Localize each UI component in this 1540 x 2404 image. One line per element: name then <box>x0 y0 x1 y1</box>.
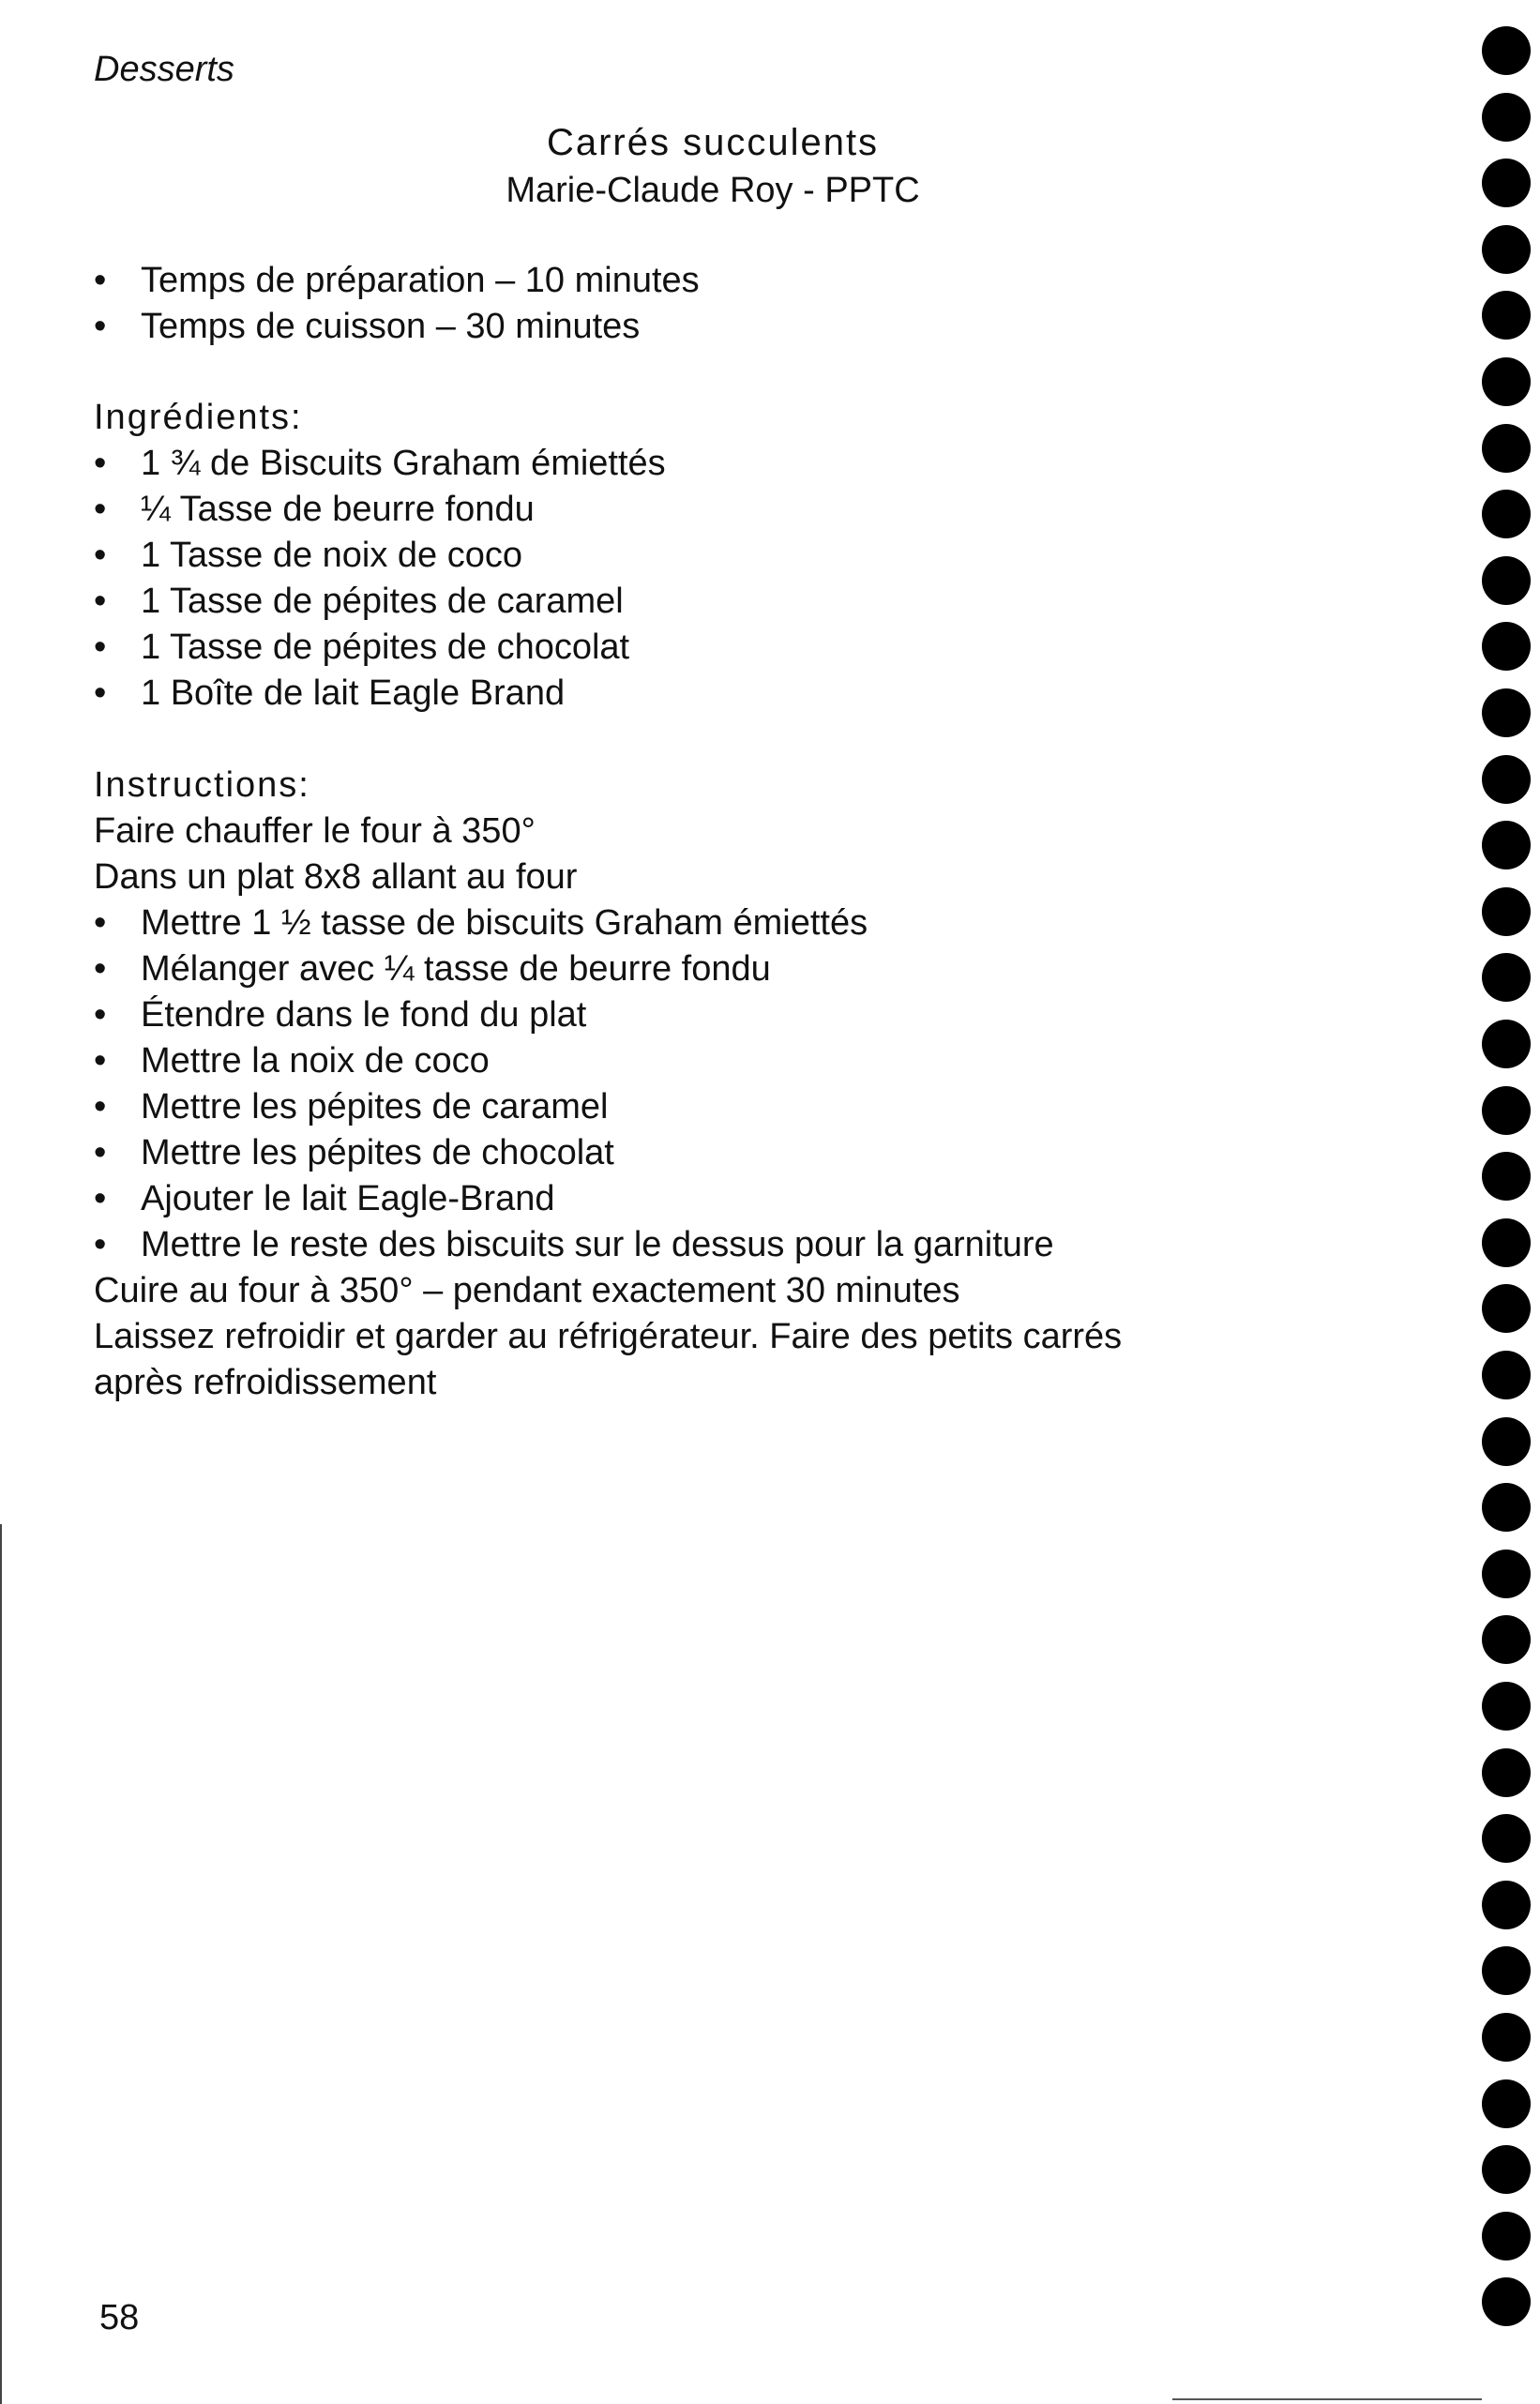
ingredient-item: • ¼ Tasse de beurre fondu <box>94 487 1276 533</box>
binding-hole <box>1482 225 1531 274</box>
binding-hole <box>1482 93 1531 142</box>
instruction-step: • Mélanger avec ¼ tasse de beurre fondu <box>94 946 1276 992</box>
ingredients-heading: Ingrédients: <box>94 398 303 437</box>
binding-hole <box>1482 688 1531 737</box>
binding-hole <box>1482 1417 1531 1466</box>
binding-hole <box>1482 1615 1531 1664</box>
binding-hole <box>1482 821 1531 869</box>
instruction-step: • Mettre les pépites de chocolat <box>94 1130 1276 1176</box>
instruction-line: après refroidissement <box>94 1363 437 1402</box>
binding-hole <box>1482 2079 1531 2128</box>
ingredients-section <box>94 394 1276 717</box>
binding-hole <box>1482 2145 1531 2194</box>
binding-hole <box>1482 755 1531 804</box>
binding-hole <box>1482 26 1531 75</box>
time-list <box>94 258 1276 350</box>
binding-hole <box>1482 1351 1531 1399</box>
recipe-title: Carrés succulents <box>546 122 880 163</box>
page-edge-left <box>0 1524 2 2404</box>
binding-hole <box>1482 1748 1531 1797</box>
page-number: 58 <box>99 2298 140 2337</box>
page-edge-bottom <box>1172 2398 1482 2400</box>
instruction-step: • Mettre les pépites de caramel <box>94 1084 1276 1130</box>
list-item: • Temps de préparation – 10 minutes <box>94 258 1276 304</box>
instruction-step: • Mettre 1 ½ tasse de biscuits Graham émiettés <box>94 900 1276 946</box>
recipe-author: Marie-Claude Roy - PPTC <box>506 171 920 210</box>
instruction-step: • Mettre la noix de coco <box>94 1038 1276 1084</box>
binding-hole <box>1482 424 1531 473</box>
ingredient-item: • 1 ¾ de Biscuits Graham émiettés <box>94 441 1276 487</box>
binding-hole <box>1482 1152 1531 1201</box>
binding-hole <box>1482 1218 1531 1267</box>
instruction-line: Laissez refroidir et garder au réfrigérateur. Faire des petits carrés <box>94 1317 1123 1356</box>
section-label: Desserts <box>94 50 234 89</box>
binding-hole <box>1482 2212 1531 2260</box>
binding-hole <box>1482 159 1531 207</box>
binding-hole <box>1482 1946 1531 1995</box>
instruction-step: • Mettre le reste des biscuits sur le dessus pour la garniture <box>94 1222 1276 1268</box>
list-item: • Temps de cuisson – 30 minutes <box>94 304 1276 350</box>
instruction-line: Faire chauffer le four à 350° <box>94 811 536 851</box>
binding-hole <box>1482 1284 1531 1333</box>
instruction-step: • Étendre dans le fond du plat <box>94 992 1276 1038</box>
binding-hole <box>1482 887 1531 936</box>
binding-hole <box>1482 1550 1531 1598</box>
binding-hole <box>1482 291 1531 340</box>
spiral-binding <box>1482 26 1538 2390</box>
binding-hole <box>1482 622 1531 671</box>
binding-hole <box>1482 1086 1531 1135</box>
recipe-header <box>356 118 1069 214</box>
instruction-step: • Ajouter le lait Eagle-Brand <box>94 1176 1276 1222</box>
ingredient-item: • 1 Tasse de pépites de caramel <box>94 579 1276 625</box>
binding-hole <box>1482 2013 1531 2062</box>
binding-hole <box>1482 1682 1531 1731</box>
binding-hole <box>1482 357 1531 406</box>
binding-hole <box>1482 1483 1531 1532</box>
binding-hole <box>1482 953 1531 1002</box>
binding-hole <box>1482 1814 1531 1863</box>
ingredient-item: • 1 Tasse de noix de coco <box>94 533 1276 579</box>
instructions-heading: Instructions: <box>94 765 310 805</box>
instruction-line: Dans un plat 8x8 allant au four <box>94 857 578 897</box>
binding-hole <box>1482 490 1531 538</box>
binding-hole <box>1482 2277 1531 2326</box>
ingredient-item: • 1 Tasse de pépites de chocolat <box>94 625 1276 671</box>
ingredient-item: • 1 Boîte de lait Eagle Brand <box>94 671 1276 717</box>
binding-hole <box>1482 1881 1531 1929</box>
binding-hole <box>1482 1020 1531 1068</box>
instructions-section <box>94 762 1276 1406</box>
binding-hole <box>1482 556 1531 605</box>
instruction-line: Cuire au four à 350° – pendant exactement 30 minutes <box>94 1271 960 1310</box>
